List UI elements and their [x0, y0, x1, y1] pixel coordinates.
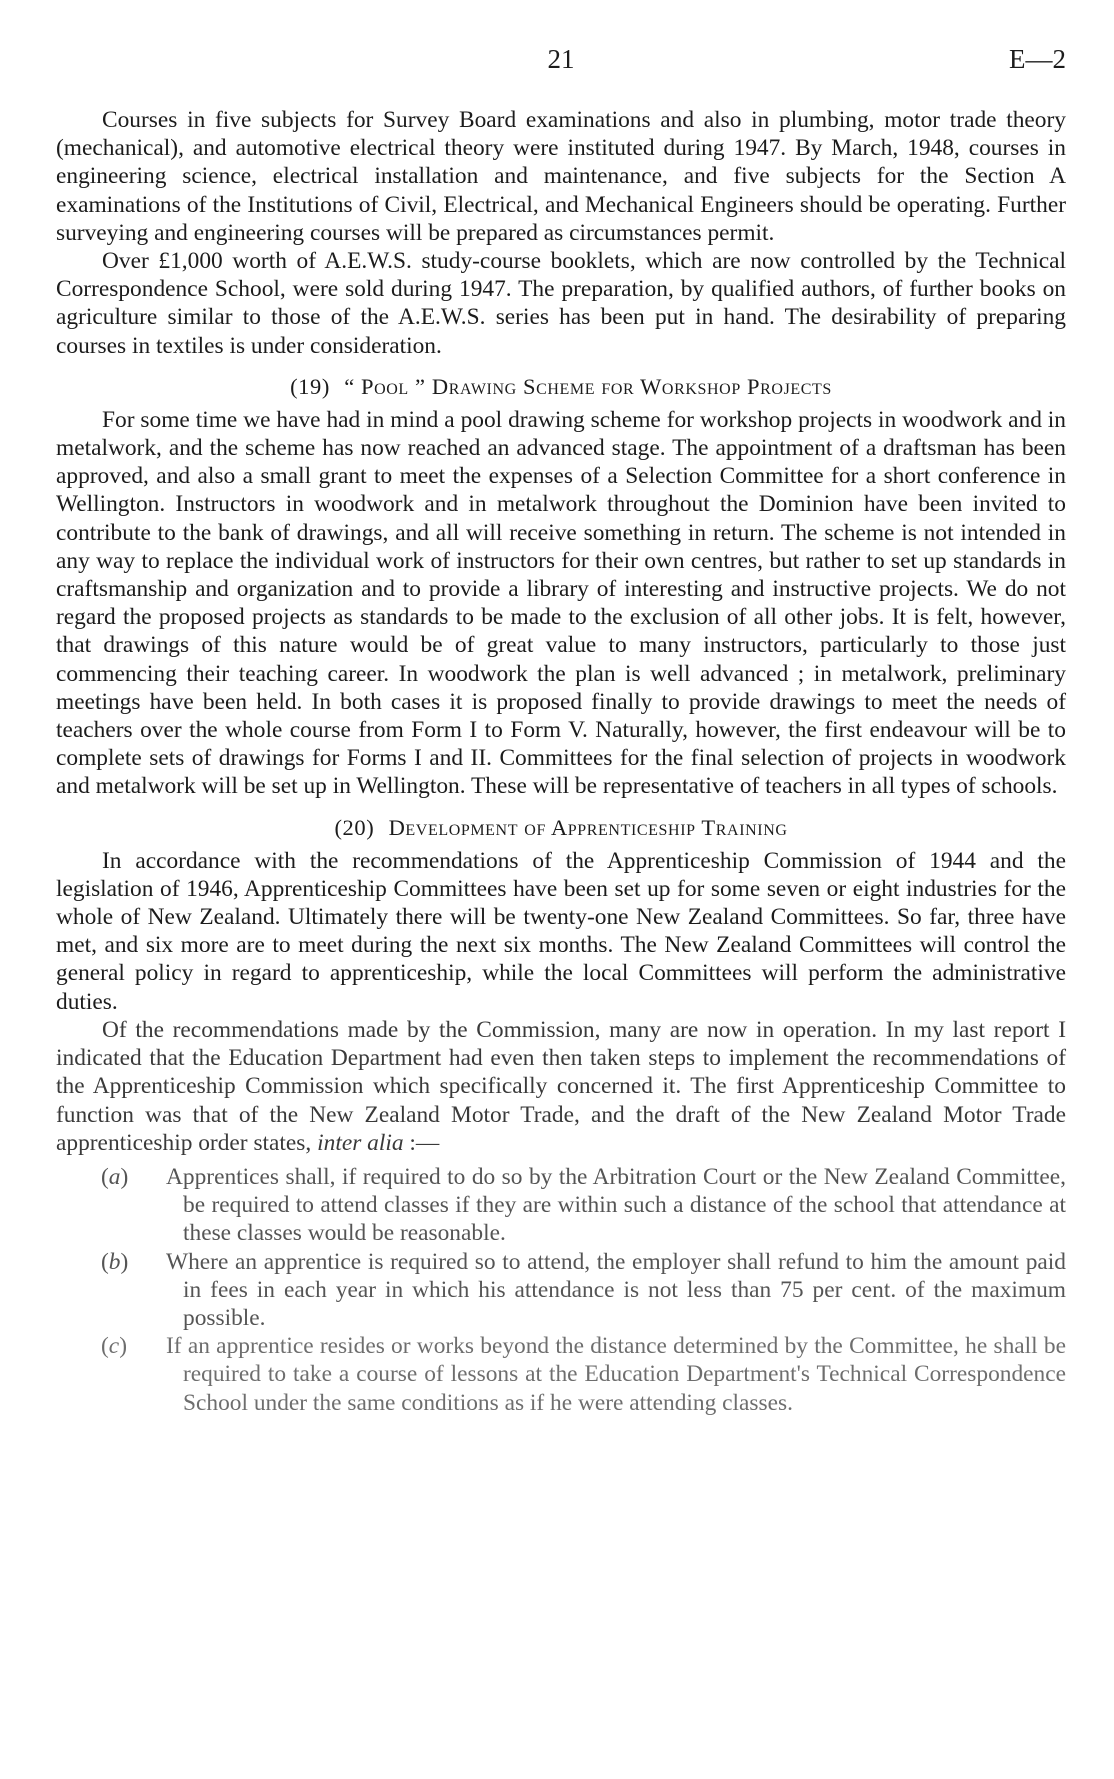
list-item-text: Where an apprentice is required so to attend, the employer shall refund to him the amount paid in fees in each year in which his attendance is not less than 75 per cent. of the maximum possible. [166, 1248, 1066, 1331]
list-item-text: Apprentices shall, if required to do so by the Arbitration Court or the New Zealand Committee, be required to attend classes if they are within such a distance of the school that attendance at these classes would be reasonable. [166, 1163, 1066, 1247]
list-item [56, 1163, 1066, 1248]
list-item [56, 1248, 1066, 1333]
document-reference: E—2 [1009, 44, 1066, 74]
list-marker: (c) [101, 1333, 127, 1360]
section-number-20: (20) [334, 814, 375, 840]
order-provisions-list [56, 1163, 1066, 1417]
list-marker: (a) [101, 1163, 129, 1190]
section-title-20: Development of Apprenticeship Training [388, 814, 788, 840]
paragraph-study-booklets: Over £1,000 worth of A.E.W.S. study-course booklets, which are now controlled by the Technical Correspondence School, were sold during 1947. The preparation, by qualified authors, of further books on agriculture similar to those of the A.E.W.S. series has been put in hand. The desirability of preparing courses in textiles is under consideration. [56, 248, 1066, 359]
list-item-text: If an apprentice resides or works beyond the distance determined by the Committee, he shall be required to take a course of lessons at the Education Department's Technical Correspondence School under the same conditions as if he were attending classes. [166, 1333, 1066, 1416]
page-number: 21 [547, 44, 575, 74]
paragraph-pool-drawing-scheme: For some time we have had in mind a pool drawing scheme for workshop projects in woodwork and in metalwork, and the scheme has now reached an advanced stage. The appointment of a draftsman has been approved, and also a small grant to meet the expenses of a Selection Committee for a short conference in Wellington. Instructors in woodwork and in metalwork throughout the Dominion have been invited to contribute to the bank of drawings, and all will receive something in return. The scheme is not intended in any way to replace the individual work of instructors for their own centres, but rather to set up standards in craftsmanship and organization and to provide a library of interesting and instructive projects. We do not regard the proposed projects as standards to be made to the exclusion of all other jobs. It is felt, however, that drawings of this nature would be of great value to many instructors, particularly to those just commencing their teaching career. In woodwork the plan is well advanced ; in metalwork, preliminary meetings have been held. In both cases it is proposed finally to provide drawings to meet the needs of teachers over the whole course from Form I to Form V. Naturally, however, the first endeavour will be to complete sets of drawings for Forms I and II. Committees for the final selection of projects in woodwork and metalwork will be set up in Wellington. These will be representative of teachers in all types of schools. [56, 406, 1066, 800]
recommendations-text: Of the recommendations made by the Commission, many are now in operation. In my last report I indicated that the Education Department had even then taken steps to implement the recommendations of the Apprenticeship Commission which specifically concerned it. The first Apprenticeship Committee to function was that of the New Zealand Motor Trade, and the draft of the New Zealand Motor Trade apprenticeship order states, [56, 1016, 1066, 1156]
paragraph-recommendations [56, 1016, 1066, 1157]
list-item [56, 1332, 1066, 1417]
list-marker: (b) [101, 1248, 129, 1275]
latin-phrase: inter alia [317, 1129, 404, 1156]
section-number-19: (19) [290, 373, 330, 399]
page-body [56, 106, 1066, 1417]
section-title-19: “ Pool ” Drawing Scheme for Workshop Projects [344, 373, 832, 399]
recommendations-ending: :— [403, 1129, 440, 1156]
section-heading-19 [56, 373, 1066, 401]
paragraph-apprenticeship-committees: In accordance with the recommendations of the Apprenticeship Commission of 1944 and the legislation of 1946, Apprenticeship Committees have been set up for some seven or eight industries for the whole of New Zealand. Ultimately there will be twenty-one New Zealand Committees. So far, three have met, and six more are to meet during the next six months. The New Zealand Committees will control the general policy in regard to apprenticeship, while the local Committees will perform the administrative duties. [56, 847, 1066, 1015]
section-heading-20 [56, 814, 1066, 842]
page-header [56, 44, 1066, 84]
paragraph-survey-courses: Courses in five subjects for Survey Board examinations and also in plumbing, motor trade theory (mechanical), and automotive electrical theory were instituted during 1947. By March, 1948, courses in engineering science, electrical installation and maintenance, and five subjects for the Section A examinations of the Institutions of Civil, Electrical, and Mechanical Engineers should be operating. Further surveying and engineering courses will be prepared as circumstances permit. [56, 107, 1066, 246]
